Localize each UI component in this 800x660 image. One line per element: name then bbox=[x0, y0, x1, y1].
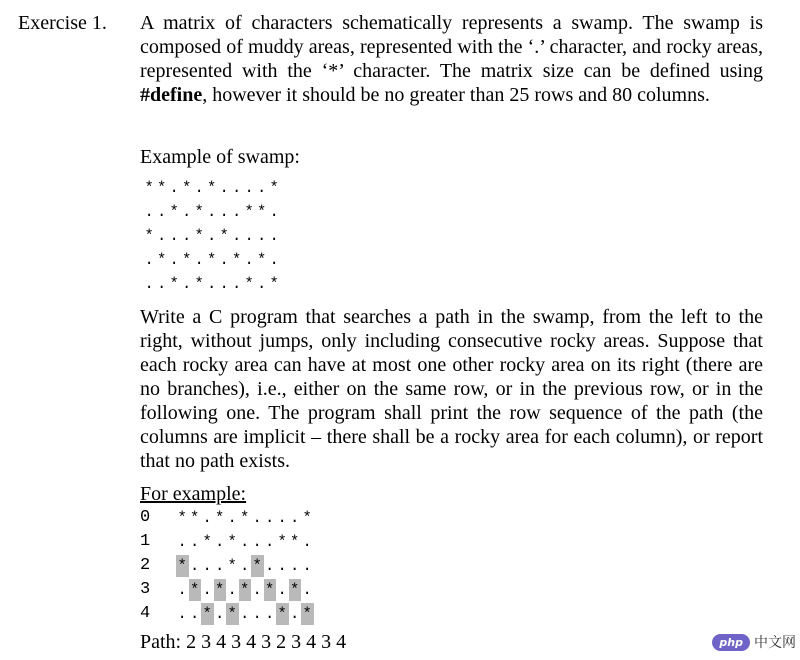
task-paragraph: Write a C program that searches a path in the swamp, from the left to the right, without jumps, only including consecutive rocky areas. Suppose that each rocky area can have at most one other rocky area on its right (there are no branches), i.e., either on the same row, or in the previous row, or in the following one. The program shall print the row sequence of the path (the columns are implicit – there shall be a rocky area for each column), or report that no path exists. bbox=[140, 306, 763, 472]
define-keyword: #define bbox=[140, 84, 203, 106]
rock-cell: * bbox=[215, 508, 225, 527]
example-heading: Example of swamp: bbox=[140, 146, 300, 168]
mud-cell: . bbox=[257, 227, 267, 245]
mud-cell: . bbox=[302, 580, 312, 599]
rock-cell: * bbox=[182, 179, 192, 197]
rock-cell: * bbox=[177, 508, 187, 527]
mud-cell: . bbox=[202, 580, 212, 599]
mud-cell: . bbox=[265, 508, 275, 527]
swamp-row bbox=[143, 200, 281, 224]
mud-cell: . bbox=[244, 251, 254, 269]
mud-cell: . bbox=[190, 556, 200, 575]
example-row bbox=[176, 506, 314, 530]
rock-cell: * bbox=[157, 179, 167, 197]
for-example-label: For example: bbox=[140, 483, 247, 505]
path-cell: * bbox=[215, 580, 225, 599]
example-row bbox=[176, 602, 314, 626]
path-cell: * bbox=[265, 580, 275, 599]
mud-cell: . bbox=[244, 179, 254, 197]
mud-cell: . bbox=[290, 508, 300, 527]
rock-cell: * bbox=[257, 251, 267, 269]
path-cell: * bbox=[252, 556, 262, 575]
mud-cell: . bbox=[194, 179, 204, 197]
mud-cell: . bbox=[240, 532, 250, 551]
path-cell: * bbox=[302, 604, 312, 623]
swamp-row bbox=[143, 224, 281, 248]
rock-cell: * bbox=[169, 203, 179, 221]
mud-cell: . bbox=[227, 508, 237, 527]
path-cell: * bbox=[227, 604, 237, 623]
mud-cell: . bbox=[277, 508, 287, 527]
mud-cell: . bbox=[169, 251, 179, 269]
mud-cell: . bbox=[219, 203, 229, 221]
example-row bbox=[176, 530, 314, 554]
mud-cell: . bbox=[240, 604, 250, 623]
mud-cell: . bbox=[252, 604, 262, 623]
path-cell: * bbox=[240, 580, 250, 599]
rock-cell: * bbox=[207, 179, 217, 197]
mud-cell: . bbox=[269, 203, 279, 221]
mud-cell: . bbox=[269, 251, 279, 269]
mud-cell: . bbox=[169, 227, 179, 245]
php-watermark bbox=[712, 632, 796, 652]
rock-cell: * bbox=[182, 251, 192, 269]
mud-cell: . bbox=[182, 203, 192, 221]
mud-cell: . bbox=[265, 532, 275, 551]
mud-cell: . bbox=[232, 203, 242, 221]
mud-cell: . bbox=[252, 532, 262, 551]
mud-cell: . bbox=[177, 580, 187, 599]
row-index: 1 bbox=[140, 532, 151, 551]
mud-cell: . bbox=[269, 227, 279, 245]
mud-cell: . bbox=[277, 580, 287, 599]
mud-cell: . bbox=[202, 508, 212, 527]
rock-cell: * bbox=[219, 227, 229, 245]
rock-cell: * bbox=[194, 227, 204, 245]
row-index: 0 bbox=[140, 508, 151, 527]
mud-cell: . bbox=[177, 604, 187, 623]
php-logo: php bbox=[712, 634, 750, 651]
mud-cell: . bbox=[202, 556, 212, 575]
rock-cell: * bbox=[202, 532, 212, 551]
watermark-text: 中文网 bbox=[754, 635, 796, 651]
mud-cell: . bbox=[257, 179, 267, 197]
mud-cell: . bbox=[290, 556, 300, 575]
rock-cell: * bbox=[157, 251, 167, 269]
row-index: 2 bbox=[140, 556, 151, 575]
rock-cell: * bbox=[232, 251, 242, 269]
example-row bbox=[176, 554, 314, 578]
rock-cell: * bbox=[190, 508, 200, 527]
rock-cell: * bbox=[144, 179, 154, 197]
mud-cell: . bbox=[252, 580, 262, 599]
mud-cell: . bbox=[302, 532, 312, 551]
path-cell: * bbox=[202, 604, 212, 623]
swamp-row bbox=[143, 248, 281, 272]
path-cell: * bbox=[177, 556, 187, 575]
mud-cell: . bbox=[265, 556, 275, 575]
row-index: 3 bbox=[140, 580, 151, 599]
path-cell: * bbox=[290, 580, 300, 599]
mud-cell: . bbox=[290, 604, 300, 623]
rock-cell: * bbox=[227, 532, 237, 551]
mud-cell: . bbox=[232, 179, 242, 197]
rock-cell: * bbox=[290, 532, 300, 551]
mud-cell: . bbox=[232, 227, 242, 245]
mud-cell: . bbox=[157, 275, 167, 293]
mud-cell: . bbox=[240, 556, 250, 575]
mud-cell: . bbox=[219, 275, 229, 293]
mud-cell: . bbox=[219, 251, 229, 269]
mud-cell: . bbox=[190, 532, 200, 551]
mud-cell: . bbox=[177, 532, 187, 551]
mud-cell: . bbox=[215, 532, 225, 551]
rock-cell: * bbox=[269, 275, 279, 293]
mud-cell: . bbox=[182, 275, 192, 293]
mud-cell: . bbox=[194, 251, 204, 269]
exercise-label: Exercise 1. bbox=[18, 12, 107, 34]
mud-cell: . bbox=[144, 251, 154, 269]
mud-cell: . bbox=[169, 179, 179, 197]
mud-cell: . bbox=[219, 179, 229, 197]
mud-cell: . bbox=[182, 227, 192, 245]
swamp-row bbox=[143, 176, 281, 200]
mud-cell: . bbox=[232, 275, 242, 293]
path-cell: * bbox=[277, 604, 287, 623]
rock-cell: * bbox=[207, 251, 217, 269]
rock-cell: * bbox=[169, 275, 179, 293]
mud-cell: . bbox=[257, 275, 267, 293]
rock-cell: * bbox=[277, 532, 287, 551]
rock-cell: * bbox=[269, 179, 279, 197]
rock-cell: * bbox=[257, 203, 267, 221]
rock-cell: * bbox=[244, 203, 254, 221]
path-cell: * bbox=[190, 580, 200, 599]
mud-cell: . bbox=[215, 556, 225, 575]
mud-cell: . bbox=[144, 203, 154, 221]
mud-cell: . bbox=[207, 275, 217, 293]
rock-cell: * bbox=[194, 275, 204, 293]
mud-cell: . bbox=[277, 556, 287, 575]
rock-cell: * bbox=[144, 227, 154, 245]
mud-cell: . bbox=[144, 275, 154, 293]
rock-cell: * bbox=[240, 508, 250, 527]
mud-cell: . bbox=[252, 508, 262, 527]
swamp-row bbox=[143, 272, 281, 296]
mud-cell: . bbox=[190, 604, 200, 623]
rock-cell: * bbox=[244, 275, 254, 293]
intro-paragraph: A matrix of characters schematically represents a swamp. The swamp is composed of muddy areas, represented with the ‘.’ character, and rocky areas, represented with the ‘*’ character. The matrix size can be defined using #define, however it should be no greater than 25 rows and 80 columns. bbox=[140, 12, 763, 106]
mud-cell: . bbox=[157, 227, 167, 245]
row-index: 4 bbox=[140, 604, 151, 623]
mud-cell: . bbox=[207, 227, 217, 245]
mud-cell: . bbox=[157, 203, 167, 221]
mud-cell: . bbox=[302, 556, 312, 575]
mud-cell: . bbox=[244, 227, 254, 245]
mud-cell: . bbox=[215, 604, 225, 623]
example-row bbox=[176, 578, 314, 602]
rock-cell: * bbox=[227, 556, 237, 575]
rock-cell: * bbox=[302, 508, 312, 527]
mud-cell: . bbox=[227, 580, 237, 599]
mud-cell: . bbox=[265, 604, 275, 623]
rock-cell: * bbox=[194, 203, 204, 221]
path-result: Path: 2 3 4 3 4 3 2 3 4 3 4 bbox=[140, 631, 347, 653]
mud-cell: . bbox=[207, 203, 217, 221]
